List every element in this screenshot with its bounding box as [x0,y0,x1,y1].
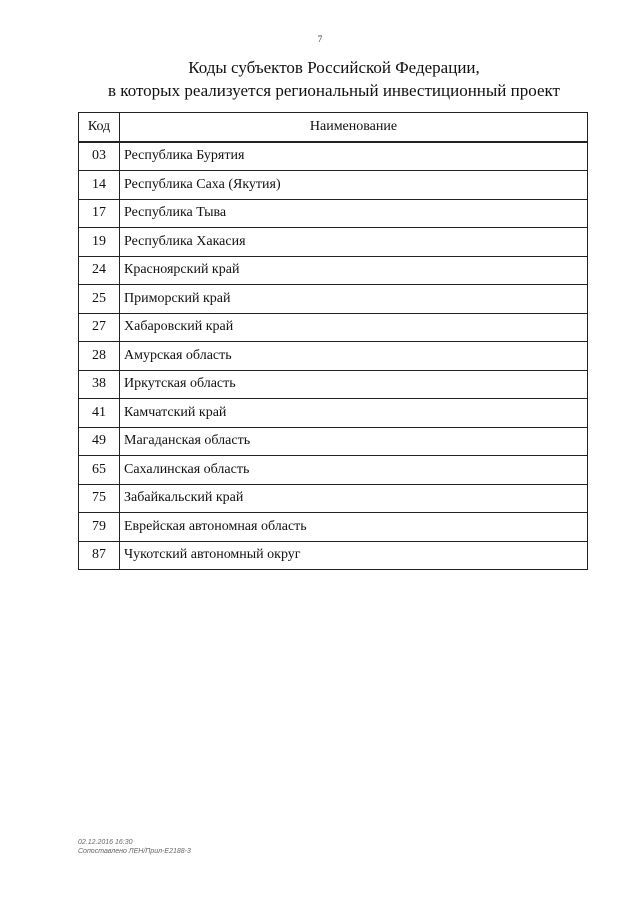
region-name: Сахалинская область [120,456,588,485]
region-code: 38 [79,370,120,399]
table-row [79,285,588,314]
region-name: Иркутская область [120,370,588,399]
region-code: 65 [79,456,120,485]
region-name: Амурская область [120,342,588,371]
table-row [79,313,588,342]
region-code: 79 [79,513,120,542]
region-code: 17 [79,199,120,228]
table-row [79,142,588,171]
table-row [79,427,588,456]
table-row [79,199,588,228]
table-row [79,513,588,542]
region-code: 24 [79,256,120,285]
table-row [79,171,588,200]
table-header-row [79,113,588,142]
region-name: Чукотский автономный округ [120,541,588,570]
region-name: Красноярский край [120,256,588,285]
region-code: 49 [79,427,120,456]
region-name: Республика Бурятия [120,142,588,171]
title-line-1: Коды субъектов Российской Федерации, [188,58,480,77]
document-title [0,56,640,102]
table-row [79,342,588,371]
region-code: 87 [79,541,120,570]
region-code: 19 [79,228,120,257]
code-column-header: Код [79,113,120,142]
footer-timestamp: 02.12.2016 16:30 [78,839,133,846]
region-name: Республика Хакасия [120,228,588,257]
region-name: Еврейская автономная область [120,513,588,542]
region-code: 28 [79,342,120,371]
region-name: Забайкальский край [120,484,588,513]
table-row [79,456,588,485]
region-name: Приморский край [120,285,588,314]
region-name: Республика Тыва [120,199,588,228]
document-footer [78,838,191,856]
table-row [79,256,588,285]
region-code: 27 [79,313,120,342]
title-line-2: в которых реализуется региональный инвестиционный проект [108,81,560,100]
table-row [79,370,588,399]
name-column-header: Наименование [120,113,588,142]
region-code: 14 [79,171,120,200]
region-name: Магаданская область [120,427,588,456]
table-row [79,228,588,257]
region-code: 03 [79,142,120,171]
footer-reference: Сопоставлено ЛЕН/Прил-E2188-3 [78,848,191,855]
region-code: 75 [79,484,120,513]
table-row [79,541,588,570]
region-code: 41 [79,399,120,428]
table-row [79,484,588,513]
region-code: 25 [79,285,120,314]
regions-table [78,112,588,570]
region-name: Камчатский край [120,399,588,428]
page-number: 7 [317,34,323,44]
region-name: Хабаровский край [120,313,588,342]
region-name: Республика Саха (Якутия) [120,171,588,200]
table-row [79,399,588,428]
